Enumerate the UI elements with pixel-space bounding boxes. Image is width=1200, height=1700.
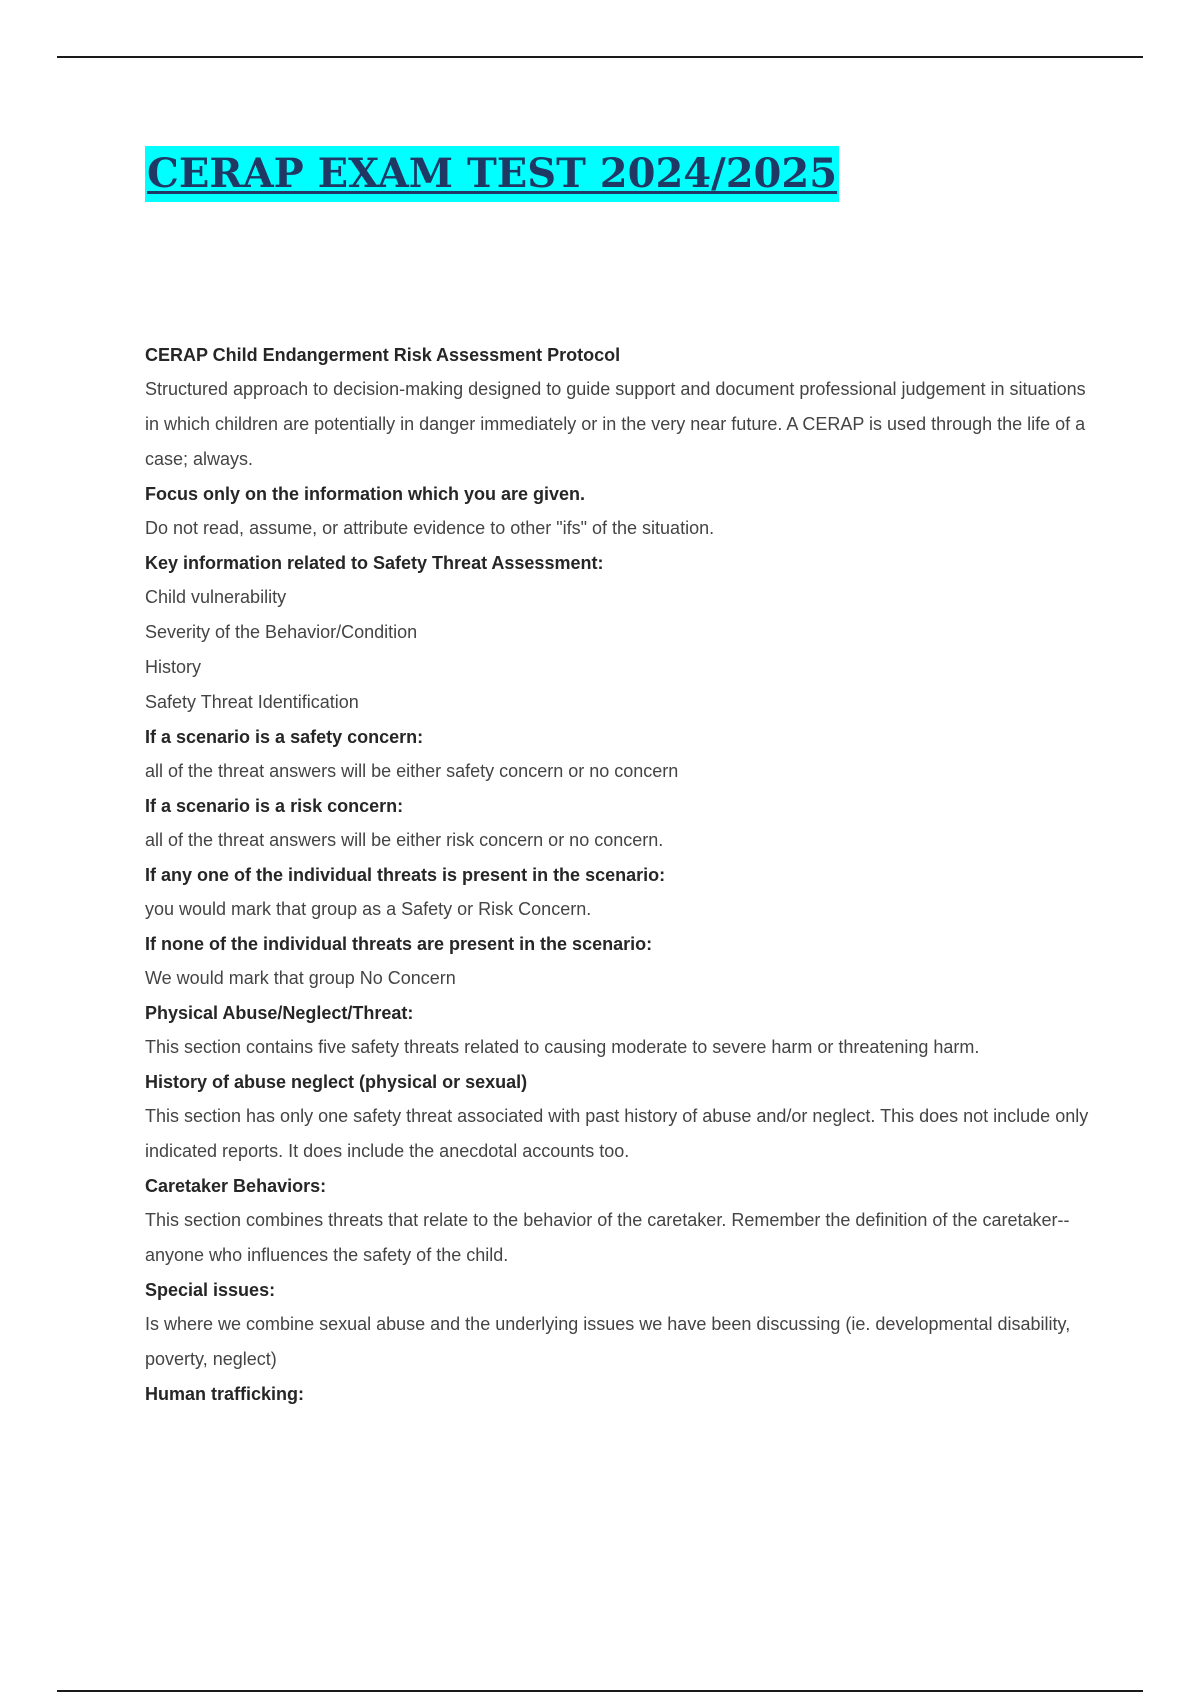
document-title: CERAP EXAM TEST 2024/2025 <box>145 146 839 202</box>
entry-question: Key information related to Safety Threat Assessment: <box>145 553 604 573</box>
title-block <box>145 146 839 202</box>
entry-answer: Safety Threat Identification <box>145 692 359 712</box>
entry-answer: This section combines threats that relate to the behavior of the caretaker. Remember the definition of the caretaker-- anyone who influences the safety of the child. <box>145 1210 1070 1265</box>
footer-rule <box>57 1690 1143 1692</box>
entry-answer: We would mark that group No Concern <box>145 968 456 988</box>
header-rule <box>57 56 1143 58</box>
entry-answer: This section has only one safety threat associated with past history of abuse and/or neglect. This does not include only indicated reports. It does include the anecdotal accounts too. <box>145 1106 1089 1161</box>
entry-answer: Do not read, assume, or attribute evidence to other "ifs" of the situation. <box>145 518 715 538</box>
entry-question: If a scenario is a risk concern: <box>145 796 404 816</box>
entry-question: CERAP Child Endangerment Risk Assessment Protocol <box>145 345 621 365</box>
entry-question: If any one of the individual threats is present in the scenario: <box>145 865 666 885</box>
entry-answer: Child vulnerability <box>145 587 287 607</box>
document-body <box>145 338 1090 1411</box>
entry-question: Physical Abuse/Neglect/Threat: <box>145 1003 414 1023</box>
entry-answer: Is where we combine sexual abuse and the underlying issues we have been discussing (ie. developmental disability, poverty, neglect) <box>145 1314 1071 1369</box>
entry-answer: all of the threat answers will be either risk concern or no concern. <box>145 830 664 850</box>
entry-answer: History <box>145 657 202 677</box>
entry-question: Focus only on the information which you are given. <box>145 484 586 504</box>
entry-question: Caretaker Behaviors: <box>145 1176 327 1196</box>
entry-question: If a scenario is a safety concern: <box>145 727 424 747</box>
entry-answer: all of the threat answers will be either safety concern or no concern <box>145 761 679 781</box>
entry-question: History of abuse neglect (physical or sexual) <box>145 1072 528 1092</box>
entry-question: If none of the individual threats are present in the scenario: <box>145 934 653 954</box>
entry-question: Human trafficking: <box>145 1384 305 1404</box>
entry-answer: This section contains five safety threats related to causing moderate to severe harm or threatening harm. <box>145 1037 980 1057</box>
entry-question: Special issues: <box>145 1280 276 1300</box>
entry-answer: Structured approach to decision-making designed to guide support and document professional judgement in situations in which children are potentially in danger immediately or in the very near future. A CERAP is used through the life of a case; always. <box>145 379 1086 469</box>
entry-answer: you would mark that group as a Safety or Risk Concern. <box>145 899 592 919</box>
entry-answer: Severity of the Behavior/Condition <box>145 622 418 642</box>
